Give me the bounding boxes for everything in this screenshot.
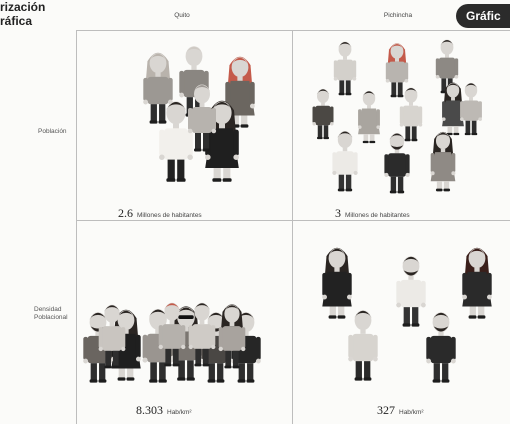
cell-caption	[377, 401, 424, 419]
person-figure	[431, 132, 456, 191]
column-header-pichincha: Pichincha	[383, 12, 413, 19]
person-figure	[396, 256, 426, 326]
cell-caption	[136, 401, 192, 419]
tab-graficos[interactable]: Gráfic	[456, 4, 510, 28]
cell-pichincha-densidad	[293, 221, 510, 424]
people-group-icon	[293, 221, 510, 424]
person-figure	[426, 312, 456, 382]
person-figure	[322, 248, 352, 319]
row-header-densidad	[34, 306, 68, 322]
person-figure	[386, 43, 409, 97]
cell-pichincha-poblacion	[293, 30, 510, 220]
cell-number: 2.6	[118, 206, 133, 220]
cell-number: 8.303	[136, 403, 163, 417]
person-figure	[460, 83, 482, 135]
cell-unit: Hab/km²	[399, 409, 424, 416]
cell-number: 327	[377, 403, 395, 417]
people-group-icon	[76, 221, 292, 424]
cell-number: 3	[335, 206, 341, 220]
cell-unit: Hab/km²	[167, 409, 192, 416]
page-title-line1: rización	[0, 0, 46, 14]
person-figure	[332, 131, 357, 191]
page-title	[0, 0, 45, 28]
page-title-line2: ráfica	[0, 14, 33, 28]
comparison-grid	[76, 30, 510, 424]
person-figure	[312, 89, 333, 139]
row-header-densidad-line2: Poblacional	[34, 314, 68, 321]
cell-unit: Millones de habitantes	[345, 212, 410, 219]
person-figure	[334, 42, 357, 96]
cell-unit: Millones de habitantes	[137, 212, 202, 219]
people-group-icon	[293, 30, 510, 220]
person-figure	[358, 91, 380, 143]
cell-caption	[335, 204, 410, 222]
row-header-poblacion-line1: Población	[38, 128, 67, 135]
cell-caption	[118, 204, 202, 222]
cell-quito-poblacion	[76, 30, 292, 220]
row-header-poblacion	[38, 128, 67, 136]
column-header-quito: Quito	[174, 12, 190, 19]
row-header-densidad-line1: Densidad	[34, 306, 62, 313]
person-figure	[462, 248, 492, 319]
cell-quito-densidad	[76, 221, 292, 424]
people-group-icon	[76, 30, 292, 220]
person-figure	[384, 133, 409, 193]
person-figure	[348, 310, 378, 380]
